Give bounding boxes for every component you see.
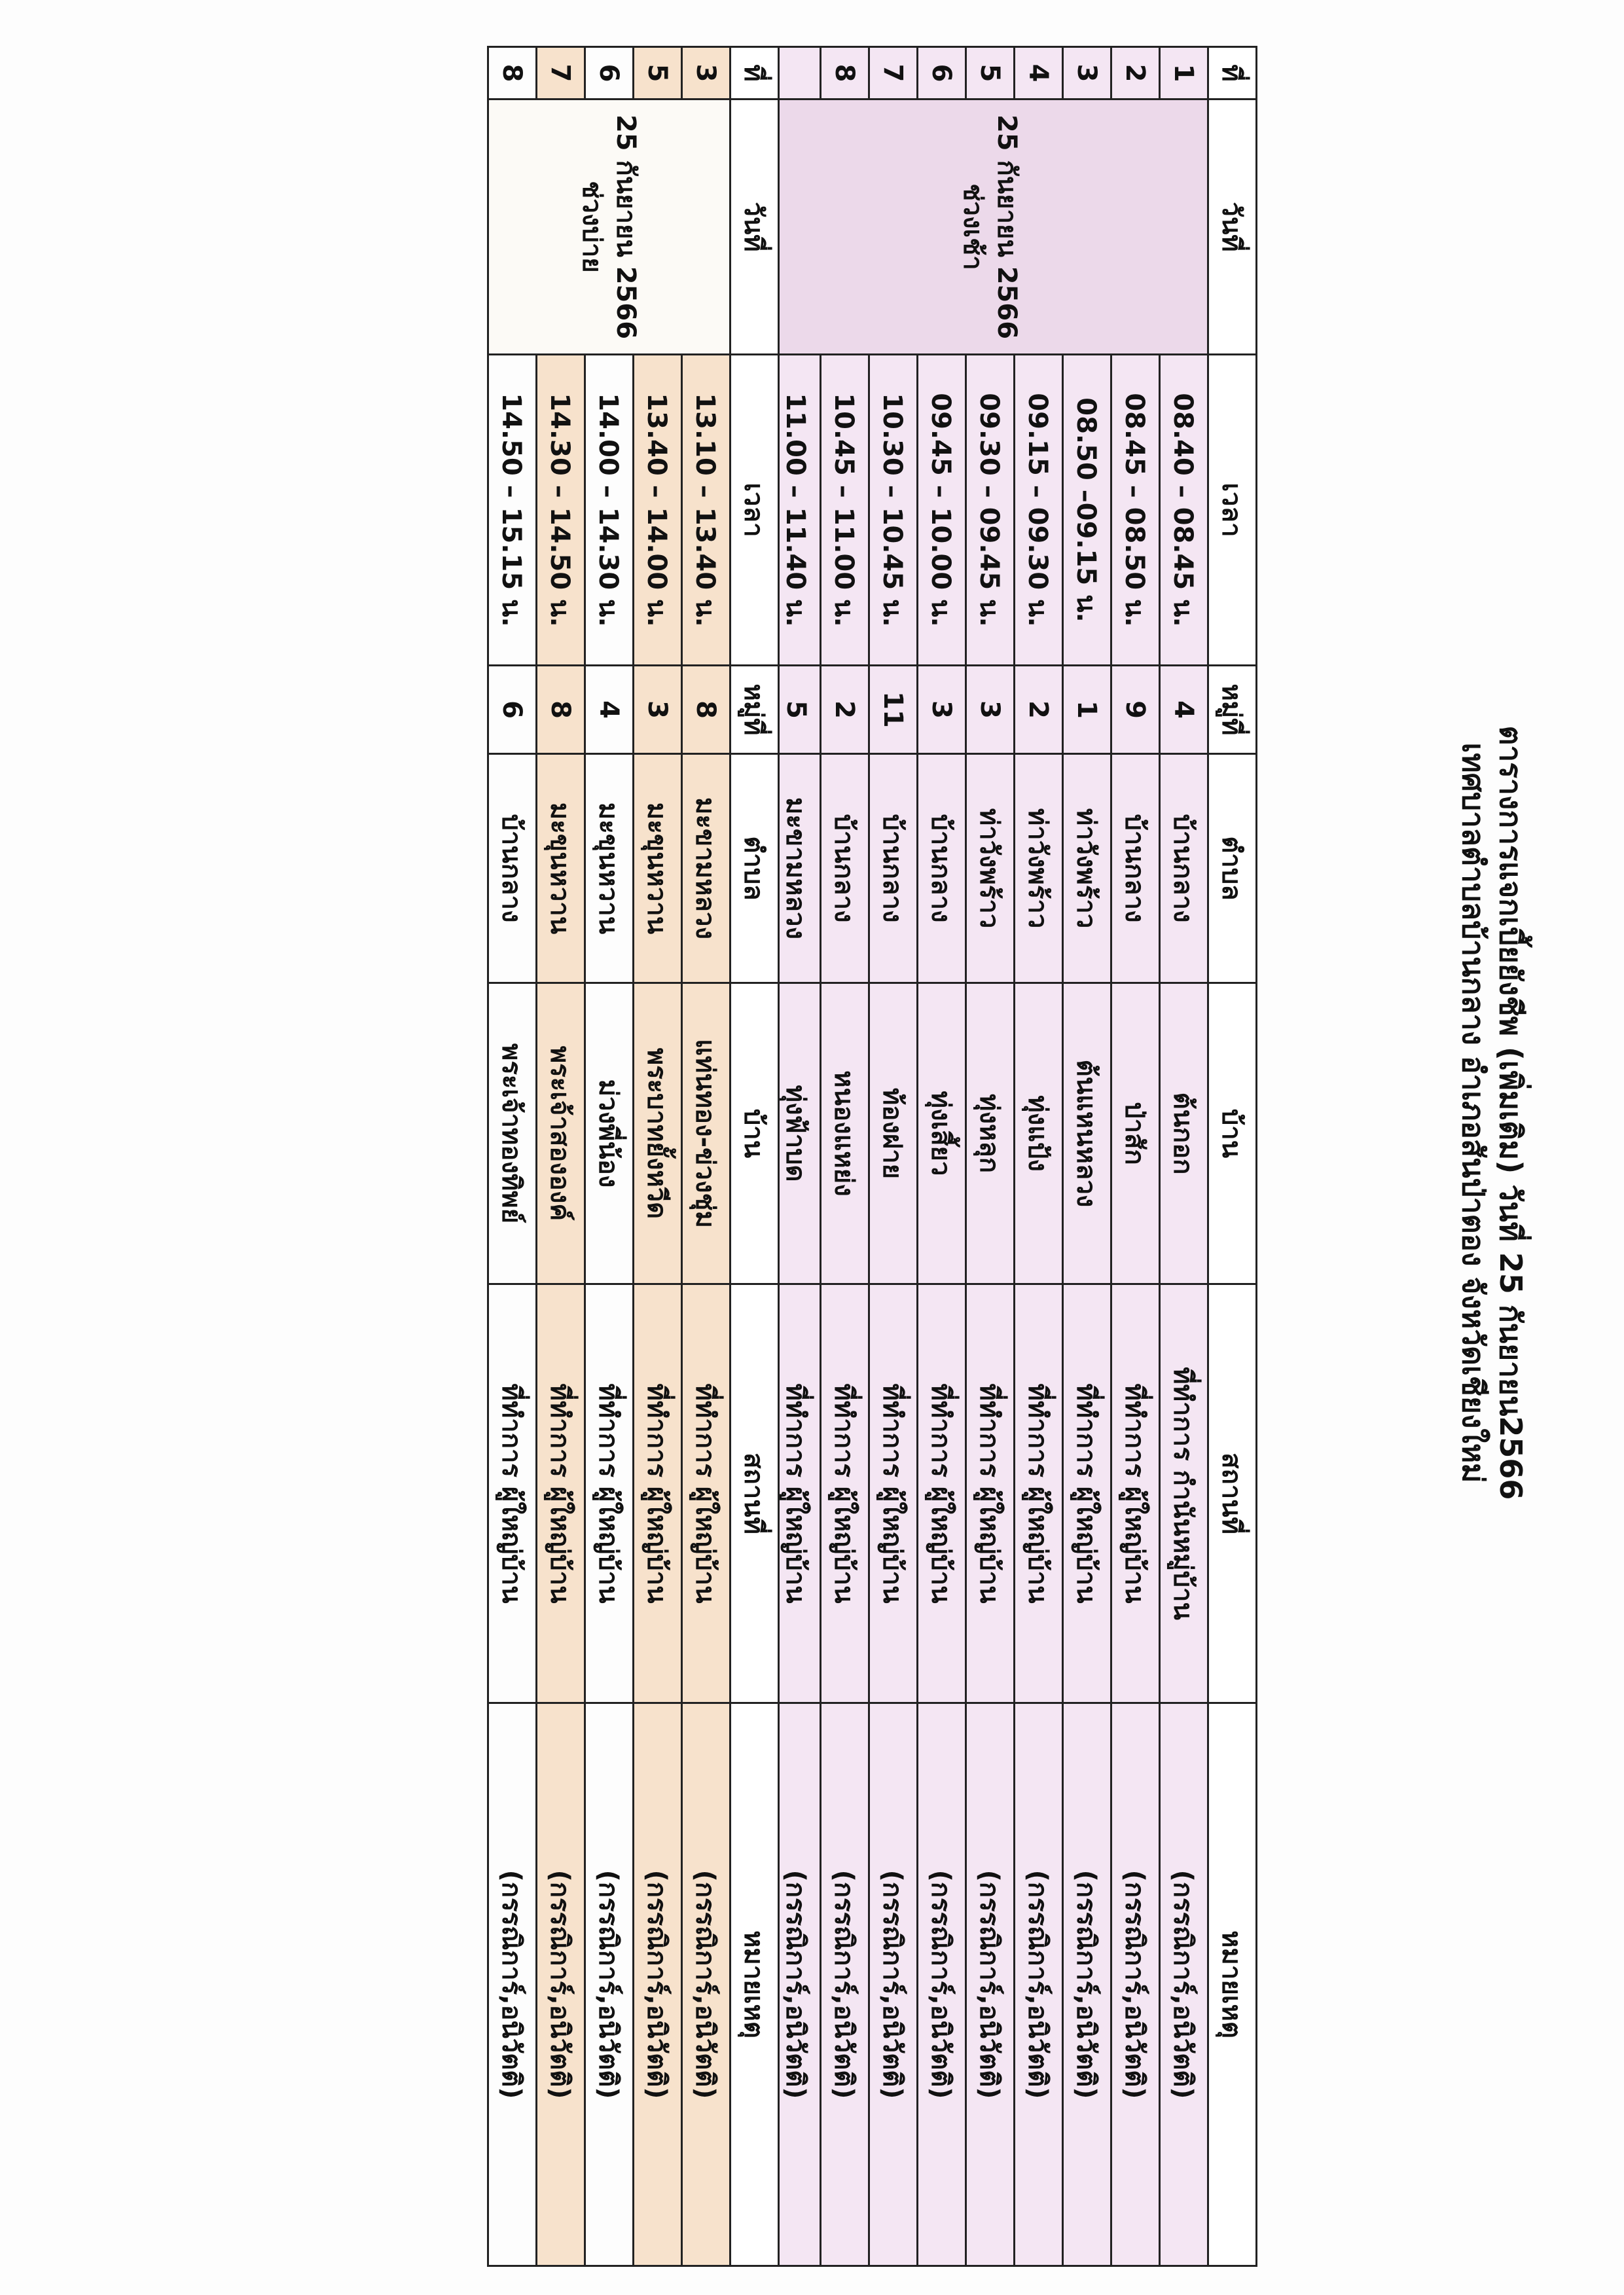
- note-cell: (กรรณิการ์,อนิวัตติ): [1063, 1703, 1111, 2266]
- note-cell: (กรรณิการ์,อนิวัตติ): [537, 1703, 585, 2266]
- header-date: วันที่: [731, 99, 779, 355]
- row-number: 7: [869, 47, 918, 99]
- village-cell: พระเจ้าทองทิพย์: [488, 983, 537, 1284]
- period-text: ช่วงเช้า: [958, 183, 988, 270]
- row-number: 8: [821, 47, 869, 99]
- moo-cell: 9: [1111, 666, 1160, 754]
- moo-cell: 2: [821, 666, 869, 754]
- header-tambon: ตำบล: [1208, 754, 1257, 983]
- note-cell: (กรรณิการ์,อนิวัตติ): [1015, 1703, 1063, 2266]
- time-cell: 10.30 – 10.45 น.: [869, 355, 918, 666]
- village-cell: ป่าสัก: [1111, 983, 1160, 1284]
- document-title: ตารางการแจกเบี้ยยังชีพ (เพิ่มเติม) วันที่ 25 กันยายน2566: [1493, 725, 1528, 1500]
- table-header-row: [731, 47, 779, 2266]
- moo-cell: 1: [1063, 666, 1111, 754]
- period-text: ช่วงบ่าย: [577, 181, 607, 273]
- time-cell: 14.50 – 15.15 น.: [488, 355, 537, 666]
- village-cell: ทุ่งเสี้ยว: [918, 983, 966, 1284]
- village-cell: ต้นกอก: [1160, 983, 1208, 1284]
- note-cell: (กรรณิการ์,อนิวัตติ): [918, 1703, 966, 2266]
- note-cell: (กรรณิการ์,อนิวัตติ): [682, 1703, 731, 2266]
- note-cell: (กรรณิการ์,อนิวัตติ): [634, 1703, 682, 2266]
- place-cell: ที่ทำการ ผู้ใหญ่บ้าน: [1063, 1284, 1111, 1703]
- village-cell: ม่วงพี่น้อง: [585, 983, 634, 1284]
- tambon-cell: มะขามหลวง: [772, 754, 821, 983]
- village-cell: ทุ่งแป้ง: [1015, 983, 1063, 1284]
- moo-cell: 11: [869, 666, 918, 754]
- tambon-cell: บ้านกลาง: [821, 754, 869, 983]
- time-cell: 10.45 – 11.00 น.: [821, 355, 869, 666]
- note-cell: (กรรณิการ์,อนิวัตติ): [488, 1703, 537, 2266]
- header-tambon: ตำบล: [731, 754, 779, 983]
- village-cell: ท้องฝาย: [869, 983, 918, 1284]
- note-cell: (กรรณิการ์,อนิวัตติ): [1160, 1703, 1208, 2266]
- moo-cell: 6: [488, 666, 537, 754]
- header-time: เวลา: [1208, 355, 1257, 666]
- date-cell: [772, 99, 1208, 355]
- table-row: [634, 47, 682, 2266]
- tambon-cell: มะขุนหวาน: [585, 754, 634, 983]
- note-cell: (กรรณิการ์,อนิวัตติ): [966, 1703, 1015, 2266]
- moo-cell: 4: [1160, 666, 1208, 754]
- note-cell: (กรรณิการ์,อนิวัตติ): [585, 1703, 634, 2266]
- tambon-cell: มะขามหลวง: [682, 754, 731, 983]
- table-row: [1160, 47, 1208, 2266]
- row-number: 6: [918, 47, 966, 99]
- table-row: [537, 47, 585, 2266]
- moo-cell: 3: [634, 666, 682, 754]
- tambon-cell: บ้านกลาง: [1160, 754, 1208, 983]
- row-number: 5: [966, 47, 1015, 99]
- row-number: 5: [634, 47, 682, 99]
- tambon-cell: บ้านกลาง: [488, 754, 537, 983]
- tambon-cell: บ้านกลาง: [918, 754, 966, 983]
- header-ban: บ้าน: [731, 983, 779, 1284]
- time-cell: 08.45 – 08.50 น.: [1111, 355, 1160, 666]
- header-place: สถานที่: [1208, 1284, 1257, 1703]
- moo-cell: 8: [537, 666, 585, 754]
- document-subtitle: เทศบาลตำบลบ้านกลาง อำเภอสันป่าตอง จังหวัดเชียงใหม่: [1456, 742, 1491, 1483]
- village-cell: ต้นแหนหลวง: [1063, 983, 1111, 1284]
- village-cell: ทุ่งหลุก: [966, 983, 1015, 1284]
- morning-schedule-table: [771, 46, 1257, 2267]
- table-row: [869, 47, 918, 2266]
- table-row: [918, 47, 966, 2266]
- row-number: 2: [1111, 47, 1160, 99]
- header-note: หมายเหตุ: [731, 1703, 779, 2266]
- time-cell: 13.40 – 14.00 น.: [634, 355, 682, 666]
- time-cell: 14.30 – 14.50 น.: [537, 355, 585, 666]
- village-cell: หนองแหย่ง: [821, 983, 869, 1284]
- date-cell: [488, 99, 731, 355]
- date-text: 25 กันยายน 2566: [992, 114, 1022, 340]
- tambon-cell: ท่าวังพร้าว: [1063, 754, 1111, 983]
- tambon-cell: ท่าวังพร้าว: [966, 754, 1015, 983]
- moo-cell: 3: [966, 666, 1015, 754]
- table-header-row: [1208, 47, 1257, 2266]
- row-number: 1: [1160, 47, 1208, 99]
- header-moo: หมู่ที่: [1208, 666, 1257, 754]
- place-cell: ที่ทำการ ผู้ใหญ่บ้าน: [772, 1284, 821, 1703]
- tambon-cell: บ้านกลาง: [1111, 754, 1160, 983]
- note-cell: (กรรณิการ์,อนิวัตติ): [772, 1703, 821, 2266]
- time-cell: 08.40 – 08.45 น.: [1160, 355, 1208, 666]
- note-cell: (กรรณิการ์,อนิวัตติ): [1111, 1703, 1160, 2266]
- place-cell: ที่ทำการ ผู้ใหญ่บ้าน: [585, 1284, 634, 1703]
- tambon-cell: ท่าวังพร้าว: [1015, 754, 1063, 983]
- tambon-cell: มะขุนหวาน: [537, 754, 585, 983]
- place-cell: ที่ทำการ ผู้ใหญ่บ้าน: [1015, 1284, 1063, 1703]
- header-date: วันที่: [1208, 99, 1257, 355]
- time-cell: 11.00 – 11.40 น.: [772, 355, 821, 666]
- place-cell: ที่ทำการ ผู้ใหญ่บ้าน: [1111, 1284, 1160, 1703]
- place-cell: ที่ทำการ ผู้ใหญ่บ้าน: [821, 1284, 869, 1703]
- row-number: 3: [682, 47, 731, 99]
- village-cell: แท่นทอง-ข่วงชุ่ม: [682, 983, 731, 1284]
- village-cell: พระบาทยั้งหวีด: [634, 983, 682, 1284]
- place-cell: ที่ทำการ ผู้ใหญ่บ้าน: [966, 1284, 1015, 1703]
- header-moo: หมู่ที่: [731, 666, 779, 754]
- date-text: 25 กันยายน 2566: [611, 114, 641, 340]
- time-cell: 09.30 – 09.45 น.: [966, 355, 1015, 666]
- note-cell: (กรรณิการ์,อนิวัตติ): [821, 1703, 869, 2266]
- tambon-cell: มะขุนหวาน: [634, 754, 682, 983]
- time-cell: 13.10 – 13.40 น.: [682, 355, 731, 666]
- row-number: 6: [585, 47, 634, 99]
- table-row: [966, 47, 1015, 2266]
- place-cell: ที่ทำการ ผู้ใหญ่บ้าน: [869, 1284, 918, 1703]
- place-cell: ที่ทำการ กำนันหมู่บ้าน: [1160, 1284, 1208, 1703]
- place-cell: ที่ทำการ ผู้ใหญ่บ้าน: [488, 1284, 537, 1703]
- afternoon-schedule-table: [487, 46, 780, 2267]
- row-number: 4: [1015, 47, 1063, 99]
- header-no: ที่: [731, 47, 779, 99]
- place-cell: ที่ทำการ ผู้ใหญ่บ้าน: [537, 1284, 585, 1703]
- header-no: ที่: [1208, 47, 1257, 99]
- table-row: [682, 47, 731, 2266]
- table-row: [1111, 47, 1160, 2266]
- place-cell: ที่ทำการ ผู้ใหญ่บ้าน: [918, 1284, 966, 1703]
- header-ban: บ้าน: [1208, 983, 1257, 1284]
- village-cell: พระเจ้าสององค์: [537, 983, 585, 1284]
- place-cell: ที่ทำการ ผู้ใหญ่บ้าน: [682, 1284, 731, 1703]
- moo-cell: 3: [918, 666, 966, 754]
- header-place: สถานที่: [731, 1284, 779, 1703]
- row-number: 8: [488, 47, 537, 99]
- village-cell: ทุ่งฟ้าบด: [772, 983, 821, 1284]
- row-number: 3: [1063, 47, 1111, 99]
- place-cell: ที่ทำการ ผู้ใหญ่บ้าน: [634, 1284, 682, 1703]
- table-row: [821, 47, 869, 2266]
- moo-cell: 8: [682, 666, 731, 754]
- header-time: เวลา: [731, 355, 779, 666]
- time-cell: 09.45 – 10.00 น.: [918, 355, 966, 666]
- moo-cell: 4: [585, 666, 634, 754]
- note-cell: (กรรณิการ์,อนิวัตติ): [869, 1703, 918, 2266]
- table-row: [1015, 47, 1063, 2266]
- time-cell: 08.50 –09.15 น.: [1063, 355, 1111, 666]
- time-cell: 09.15 – 09.30 น.: [1015, 355, 1063, 666]
- table-row: [1063, 47, 1111, 2266]
- header-note: หมายเหตุ: [1208, 1703, 1257, 2266]
- table-row: [585, 47, 634, 2266]
- tambon-cell: บ้านกลาง: [869, 754, 918, 983]
- moo-cell: 2: [1015, 666, 1063, 754]
- time-cell: 14.00 – 14.30 น.: [585, 355, 634, 666]
- row-number: 7: [537, 47, 585, 99]
- moo-cell: 5: [772, 666, 821, 754]
- table-row: [488, 47, 537, 2266]
